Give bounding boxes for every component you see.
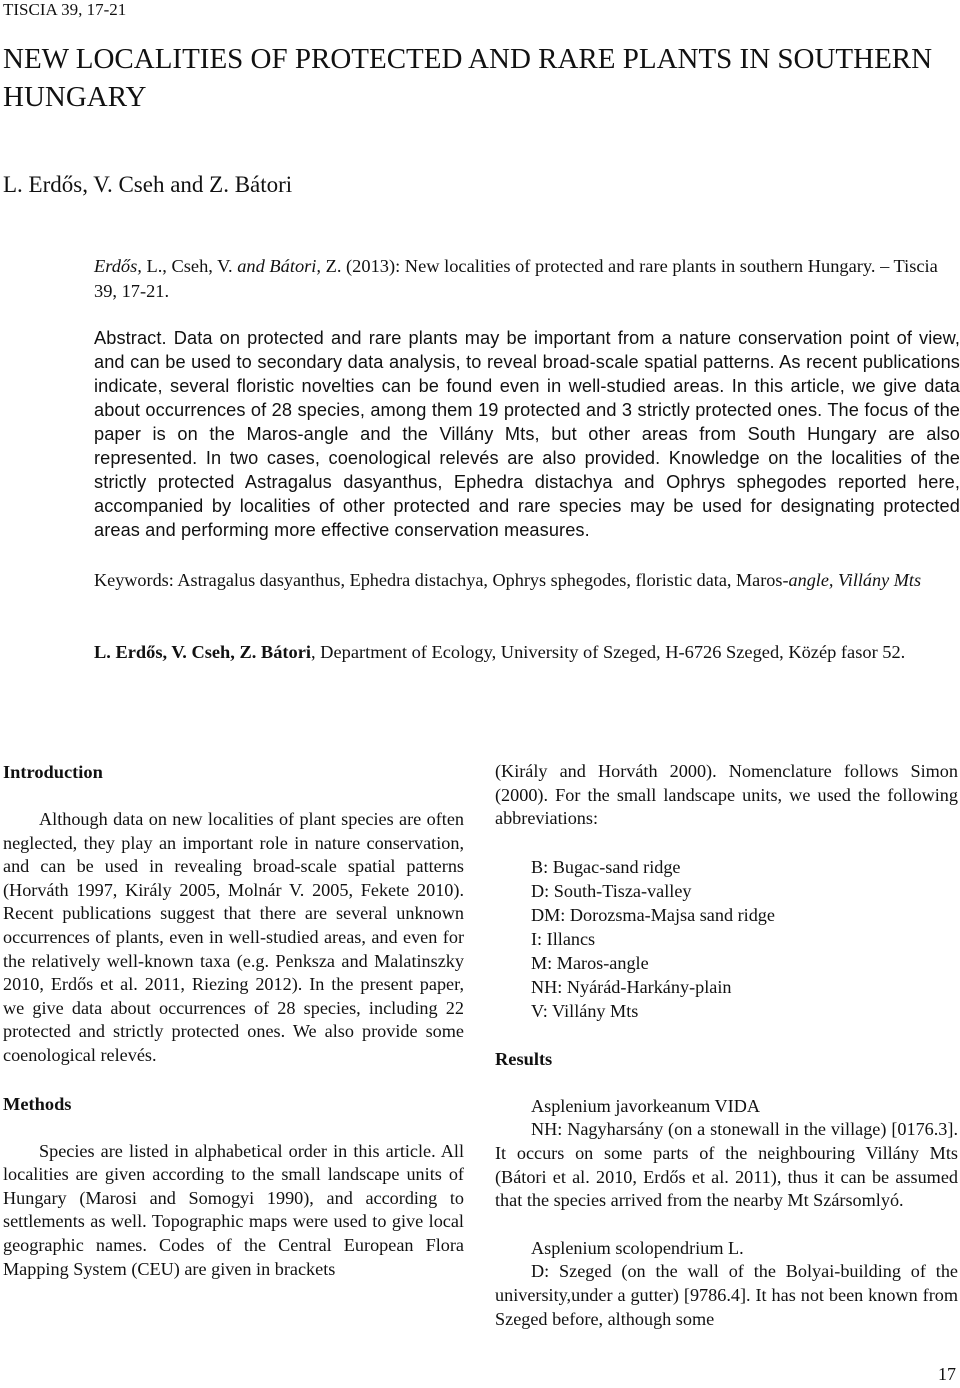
paper-title: NEW LOCALITIES OF PROTECTED AND RARE PLANTS IN SOUTHERN HUNGARY (3, 43, 933, 113)
abbreviation-item: NH: Nyárád-Harkány-plain (531, 976, 732, 997)
species-text: NH: Nagyharsány (on a stonewall in the village) [0176.3]. It occurs on some parts of the neighbouring Villány Mts (Bátori et al. 2010, Erdős et al. 2011), thus it can be assumed that the species arrived from the nearby Mt Szársomlyó. (495, 1119, 958, 1211)
methods-text: Species are listed in alphabetical order in this article. All localities are given according to the small landscape units of Hungary (Marosi and Somogyi 1990), and according to settlements as well. Topographic maps were used to give local geographic names. Codes of the Central European Flora Mapping System (CEU) are given in brackets (3, 1140, 464, 1279)
abstract-text: Data on protected and rare plants may be important from a nature conservation point of view, and can be used to secondary data analysis, to reveal broad-scale spatial patterns. As recent publications indicate, several floristic novelties can be found even in well-studied areas. In this article, we give data about occurrences of 28 species, among them 19 protected and 3 strictly protected ones. The focus of the paper is on the Maros-angle and the Villány Mts, but other areas from South Hungary are also represented. In two cases, coenological relevés are also provided. Knowledge on the localities of the strictly protected Astragalus dasyanthus, Ephedra distachya and Ophrys sphegodes reported here, accompanied by localities of other protected and rare species may be used for designating protected areas and performing more effective conservation measures. (94, 328, 960, 540)
introduction-heading: Introduction (3, 762, 103, 782)
species-name: Asplenium scolopendrium L. (531, 1237, 744, 1258)
abbreviation-item: I: Illancs (531, 928, 596, 949)
page-number: 17 (938, 1364, 956, 1384)
species-name: Asplenium javorkeanum VIDA (531, 1095, 760, 1116)
abbreviation-item: M: Maros-angle (531, 952, 649, 973)
species-text: D: Szeged (on the wall of the Bolyai-building of the university,under a gutter) [9786.4]. It has not been known from Szeged before, although some (495, 1261, 958, 1329)
introduction-text: Although data on new localities of plant species are often neglected, they play an important role in nature conservation, and can be used in revealing broad-scale spatial patterns (Horváth 1997, Király 2005, Molnár V. 2005, Fekete 2010). Recent publications suggest that there are several unknown occurrences of plants, even in well-studied areas, and even for the relatively well-known taxa (e.g. Penksza and Malatinszky 2010, Erdős et al. 2011, Riezing 2012). In the present paper, we give data about occurrences of 28 species, including 22 protected and strictly protected ones. We also provide some coenological relevés. (3, 809, 464, 1065)
abbreviation-item: V: Villány Mts (531, 1000, 639, 1021)
citation-part-2: Z. (2013): New localities of protected and rare plants in southern Hungary. – Tiscia 39, 17-21. (94, 256, 938, 301)
citation-part-1: L., Cseh, V. (141, 256, 238, 276)
keywords (94, 568, 960, 593)
abbreviation-item: B: Bugac-sand ridge (531, 856, 681, 877)
abstract (94, 326, 960, 542)
citation (94, 254, 960, 304)
citation-author-2: and Bátori, (237, 256, 322, 276)
keywords-label: Keywords: (94, 570, 174, 590)
affiliation-text: , Department of Ecology, University of Szeged, H-6726 Szeged, Közép fasor 52. (310, 642, 906, 662)
abbreviations-list (531, 855, 958, 1023)
affiliation-names: L. Erdős, V. Cseh, Z. Bátori (94, 642, 311, 662)
abstract-label: Abstract. (94, 328, 167, 348)
methods-heading: Methods (3, 1093, 72, 1114)
paper-authors: L. Erdős, V. Cseh and Z. Bátori (3, 172, 293, 197)
abbreviation-item: DM: Dorozsma-Majsa sand ridge (531, 904, 775, 925)
affiliation (94, 640, 960, 665)
journal-reference: TISCIA 39, 17-21 (3, 0, 127, 19)
keywords-italic: angle, Villány Mts (788, 570, 922, 590)
right-column (495, 760, 958, 1331)
results-heading: Results (495, 1048, 553, 1069)
left-column (3, 760, 464, 1281)
citation-author-1: Erdős, (94, 256, 142, 276)
abbreviation-item: D: South-Tisza-valley (531, 880, 692, 901)
keywords-text: Astragalus dasyanthus, Ephedra distachya, Ophrys sphegodes, floristic data, Maros- (173, 570, 789, 590)
continued-text: (Király and Horváth 2000). Nomenclature follows Simon (2000). For the small landscape units, we used the following abbreviations: (495, 761, 958, 829)
